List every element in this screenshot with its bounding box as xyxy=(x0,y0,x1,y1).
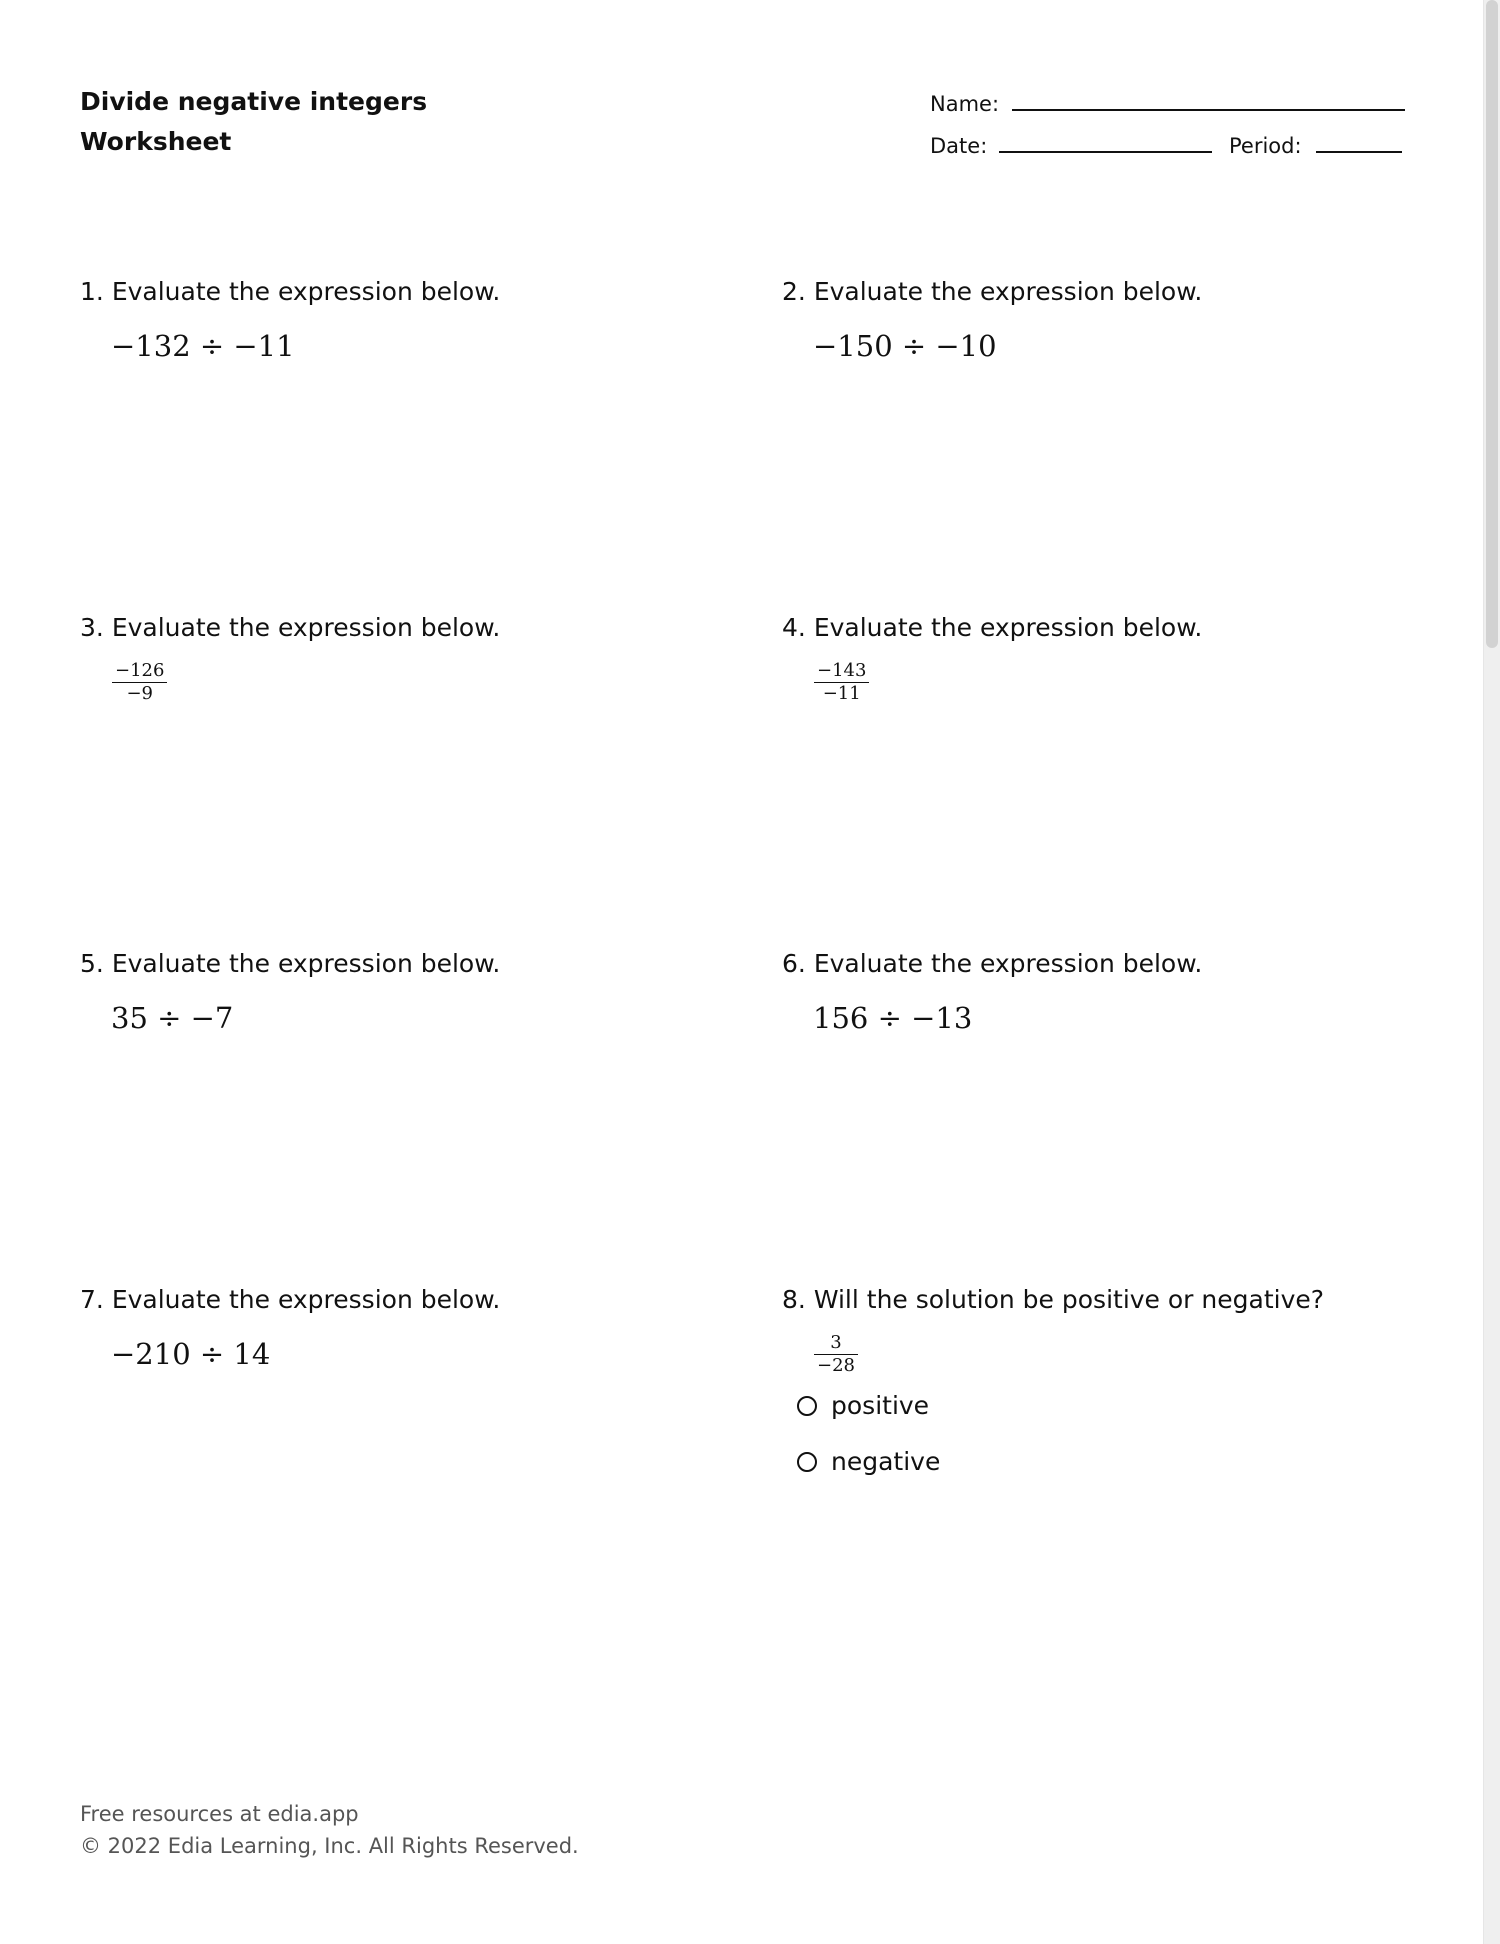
question-prompt xyxy=(782,275,1472,309)
math-expression: −132 ÷ −11 xyxy=(111,329,295,363)
question-prompt xyxy=(80,947,770,981)
question-8 xyxy=(782,1283,1472,1498)
period-field[interactable] xyxy=(1316,151,1402,153)
footer-resources-link[interactable]: Free resources at edia.app xyxy=(80,1802,359,1826)
question-text: Evaluate the expression below. xyxy=(813,949,1203,978)
fraction-numerator: −126 xyxy=(112,661,167,683)
footer xyxy=(80,1798,579,1862)
fraction-numerator: −143 xyxy=(814,661,869,683)
math-expression: −210 ÷ 14 xyxy=(111,1337,271,1371)
scrollbar-thumb[interactable] xyxy=(1486,0,1498,648)
fraction-denominator: −28 xyxy=(817,1355,855,1376)
fraction-expression xyxy=(814,661,869,704)
vertical-scrollbar[interactable] xyxy=(1483,0,1500,1944)
fraction-expression xyxy=(814,1333,858,1376)
title-line-2: Worksheet xyxy=(80,127,232,156)
question-text: Evaluate the expression below. xyxy=(111,613,501,642)
question-number: 4. xyxy=(782,613,806,642)
question-number: 8. xyxy=(782,1285,806,1314)
date-field[interactable] xyxy=(999,151,1212,153)
answer-options xyxy=(797,1386,1472,1482)
question-text: Will the solution be positive or negative? xyxy=(813,1285,1325,1314)
title-line-1: Divide negative integers xyxy=(80,87,428,116)
question-4 xyxy=(782,611,1472,704)
question-prompt xyxy=(782,1283,1472,1317)
option-negative[interactable] xyxy=(797,1442,1472,1482)
question-number: 6. xyxy=(782,949,806,978)
math-expression: 156 ÷ −13 xyxy=(813,1001,973,1035)
name-field[interactable] xyxy=(1012,109,1405,111)
math-expression: 35 ÷ −7 xyxy=(111,1001,234,1035)
radio-button[interactable] xyxy=(797,1452,817,1472)
question-number: 7. xyxy=(80,1285,104,1314)
question-text: Evaluate the expression below. xyxy=(813,277,1203,306)
footer-copyright: © 2022 Edia Learning, Inc. All Rights Reserved. xyxy=(80,1834,579,1858)
fraction-numerator: 3 xyxy=(814,1333,858,1355)
question-prompt xyxy=(782,611,1472,645)
math-expression: −150 ÷ −10 xyxy=(813,329,997,363)
radio-button[interactable] xyxy=(797,1396,817,1416)
question-number: 1. xyxy=(80,277,104,306)
worksheet-title xyxy=(80,82,427,162)
question-number: 5. xyxy=(80,949,104,978)
fraction-denominator: −11 xyxy=(822,683,861,704)
fraction-denominator: −9 xyxy=(126,683,153,704)
question-prompt xyxy=(80,1283,770,1317)
question-prompt xyxy=(782,947,1472,981)
question-5 xyxy=(80,947,770,1038)
date-label: Date: xyxy=(930,134,988,158)
question-1 xyxy=(80,275,770,366)
option-label: positive xyxy=(831,1391,930,1420)
question-7 xyxy=(80,1283,770,1374)
question-6 xyxy=(782,947,1472,1038)
question-3 xyxy=(80,611,770,704)
question-text: Evaluate the expression below. xyxy=(111,277,501,306)
name-label: Name: xyxy=(930,92,1000,116)
question-prompt xyxy=(80,275,770,309)
question-number: 2. xyxy=(782,277,806,306)
question-2 xyxy=(782,275,1472,366)
question-prompt xyxy=(80,611,770,645)
question-text: Evaluate the expression below. xyxy=(111,949,501,978)
option-positive[interactable] xyxy=(797,1386,1472,1426)
option-label: negative xyxy=(831,1447,941,1476)
period-label: Period: xyxy=(1229,134,1302,158)
fraction-expression xyxy=(112,661,167,704)
question-text: Evaluate the expression below. xyxy=(111,1285,501,1314)
question-text: Evaluate the expression below. xyxy=(813,613,1203,642)
question-number: 3. xyxy=(80,613,104,642)
